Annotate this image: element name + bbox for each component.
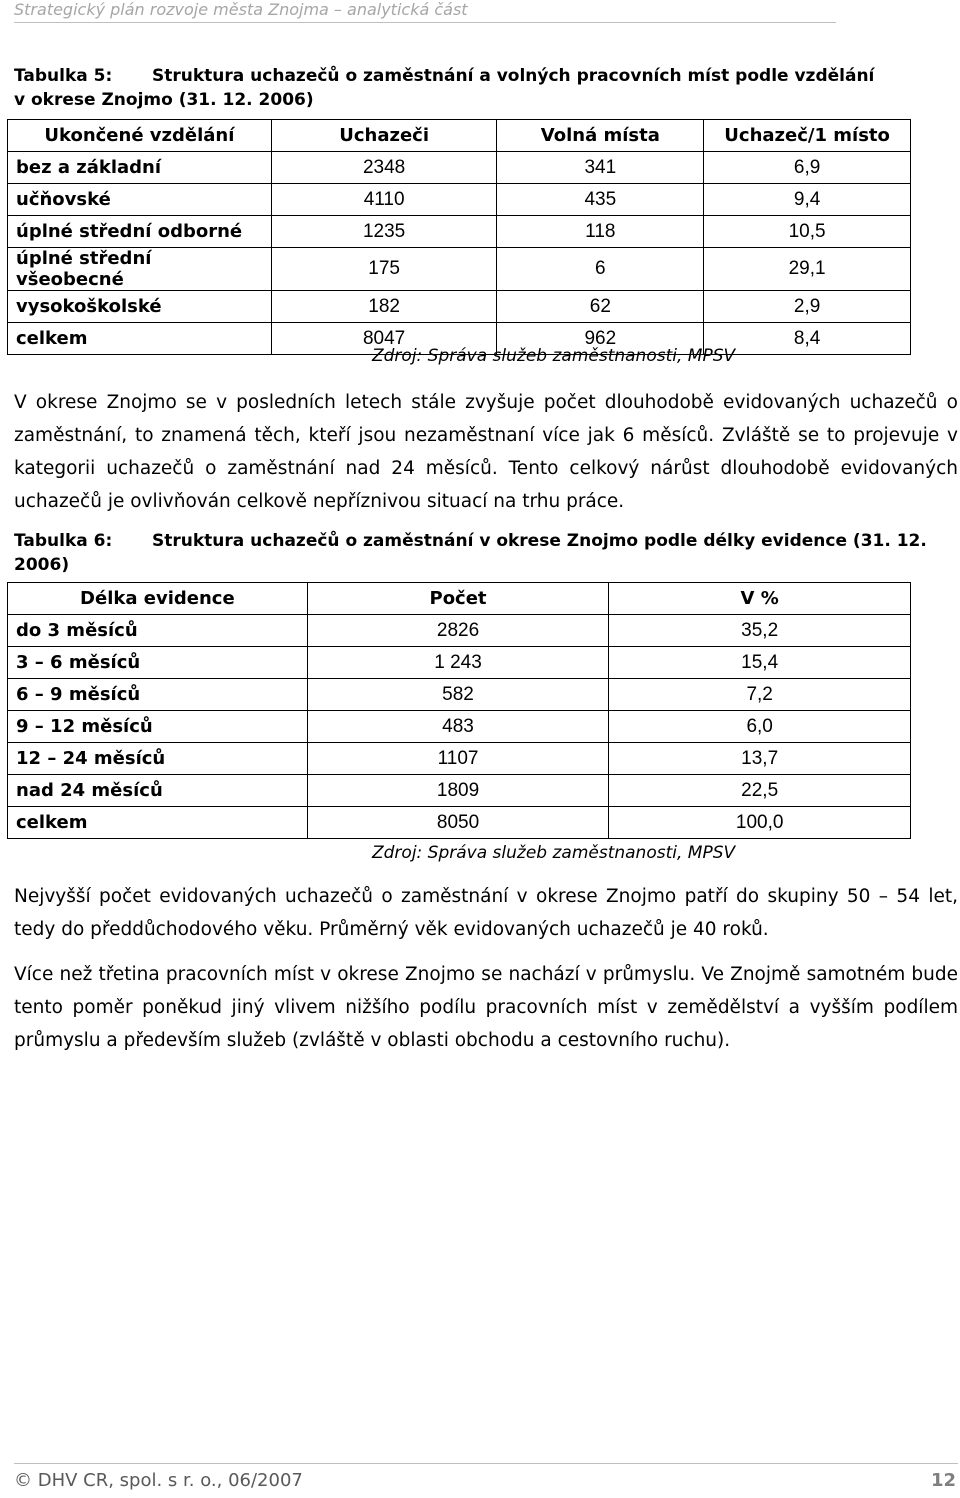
- table5: [7, 119, 911, 355]
- table-cell: celkem: [8, 807, 308, 839]
- table-cell: bez a základní: [8, 152, 272, 184]
- table5-header-row: [8, 120, 911, 152]
- table-row: [8, 152, 911, 184]
- table-cell: 6,9: [704, 152, 911, 184]
- table5-col-education: Ukončené vzdělání: [8, 120, 272, 152]
- table6-source: Zdroj: Správa služeb zaměstnanosti, MPSV: [372, 843, 736, 863]
- table-cell: 118: [497, 216, 704, 248]
- page-number: 12: [930, 1470, 956, 1491]
- table-cell: 22,5: [609, 775, 911, 807]
- table-cell: 182: [271, 291, 497, 323]
- table-cell: 62: [497, 291, 704, 323]
- table5-label: Tabulka 5:: [14, 66, 113, 86]
- table-cell: 6,0: [609, 711, 911, 743]
- table-row: [8, 679, 911, 711]
- table-row: [8, 775, 911, 807]
- table-cell: 2826: [307, 615, 609, 647]
- table5-title-line2: v okrese Znojmo (31. 12. 2006): [14, 90, 314, 110]
- table-cell: 9 – 12 měsíců: [8, 711, 308, 743]
- table-cell: 1235: [271, 216, 497, 248]
- table6: [7, 582, 911, 839]
- table6-col-percent: V %: [609, 583, 911, 615]
- table-row: [8, 743, 911, 775]
- table-cell: 10,5: [704, 216, 911, 248]
- table-cell: 8047: [271, 323, 497, 355]
- table-cell: do 3 měsíců: [8, 615, 308, 647]
- paragraph-long-term-unemployment: V okrese Znojmo se v posledních letech stále zvyšuje počet dlouhodobě evidovaných uchazečů o zaměstnání, to znamená těch, kteří jsou nezaměstnaní více jak 6 měsíců. Zvláště se to projevuje v kategorii uchazečů o zaměstnání nad 24 měsíců. Tento celkový nárůst dlouhodobě evidovaných uchazečů je ovlivňován celkově nepříznivou situací na trhu práce.: [14, 392, 958, 512]
- table-cell: vysokoškolské: [8, 291, 272, 323]
- table-cell: úplné střední odborné: [8, 216, 272, 248]
- table-cell: 29,1: [704, 248, 911, 291]
- table-cell: 12 – 24 měsíců: [8, 743, 308, 775]
- table-cell: 6 – 9 měsíců: [8, 679, 308, 711]
- table-cell: úplné střední všeobecné: [8, 248, 272, 291]
- table6-caption: [14, 529, 927, 577]
- table6-title-line2: 2006): [14, 555, 70, 575]
- page-header: [14, 0, 836, 23]
- table6-title-line1: Struktura uchazečů o zaměstnání v okrese Znojmo podle délky evidence (31. 12.: [152, 531, 927, 551]
- table-row: [8, 711, 911, 743]
- table6-label: Tabulka 6:: [14, 531, 113, 551]
- table-cell: 341: [497, 152, 704, 184]
- table-cell: 100,0: [609, 807, 911, 839]
- table-cell: 15,4: [609, 647, 911, 679]
- table-cell: 175: [271, 248, 497, 291]
- table-row: [8, 248, 911, 291]
- table-cell: 582: [307, 679, 609, 711]
- table-cell: 7,2: [609, 679, 911, 711]
- table5-source: Zdroj: Správa služeb zaměstnanosti, MPSV: [372, 346, 736, 366]
- table-cell: 1107: [307, 743, 609, 775]
- footer-copyright: © DHV CR, spol. s r. o., 06/2007: [14, 1470, 303, 1491]
- table-cell: učňovské: [8, 184, 272, 216]
- table5-title-line1: Struktura uchazečů o zaměstnání a volných pracovních míst podle vzdělání: [152, 66, 875, 86]
- table-cell: 8,4: [704, 323, 911, 355]
- table-cell: nad 24 měsíců: [8, 775, 308, 807]
- table-row: [8, 184, 911, 216]
- table6-header-row: [8, 583, 911, 615]
- footer-divider: [14, 1463, 958, 1464]
- table-cell: 483: [307, 711, 609, 743]
- table-cell: celkem: [8, 323, 272, 355]
- table-row: [8, 647, 911, 679]
- table-cell: 3 – 6 měsíců: [8, 647, 308, 679]
- table6-col-duration: Délka evidence: [8, 583, 308, 615]
- table5-caption: [14, 64, 874, 112]
- table-row: [8, 807, 911, 839]
- table-cell: 35,2: [609, 615, 911, 647]
- paragraph-industry: Více než třetina pracovních míst v okrese Znojmo se nachází v průmyslu. Ve Znojmě samotném bude tento poměr poněkud jiný vlivem nižšího podílu pracovních míst v zemědělství a vyšším podílem průmyslu a především služeb (zvláště v oblasti obchodu a cestovního ruchu).: [14, 964, 958, 1051]
- table-cell: 962: [497, 323, 704, 355]
- table-cell: 2348: [271, 152, 497, 184]
- table-row: [8, 615, 911, 647]
- header-title: Strategický plán rozvoje města Znojma – analytická část: [14, 0, 468, 19]
- table-cell: 2,9: [704, 291, 911, 323]
- table-row: [8, 291, 911, 323]
- table-cell: 8050: [307, 807, 609, 839]
- table-cell: 13,7: [609, 743, 911, 775]
- table-row: [8, 216, 911, 248]
- table-cell: 9,4: [704, 184, 911, 216]
- table5-col-applicants: Uchazeči: [271, 120, 497, 152]
- table-cell: 435: [497, 184, 704, 216]
- table6-col-count: Počet: [307, 583, 609, 615]
- table5-col-vacancies: Volná místa: [497, 120, 704, 152]
- paragraph-age-groups: Nejvyšší počet evidovaných uchazečů o zaměstnání v okrese Znojmo patří do skupiny 50 – 54 let, tedy do předdůchodového věku. Průměrný věk evidovaných uchazečů je 40 roků.: [14, 886, 958, 940]
- table-cell: 4110: [271, 184, 497, 216]
- table-cell: 6: [497, 248, 704, 291]
- table5-col-ratio: Uchazeč/1 místo: [704, 120, 911, 152]
- table-cell: 1 243: [307, 647, 609, 679]
- table-cell: 1809: [307, 775, 609, 807]
